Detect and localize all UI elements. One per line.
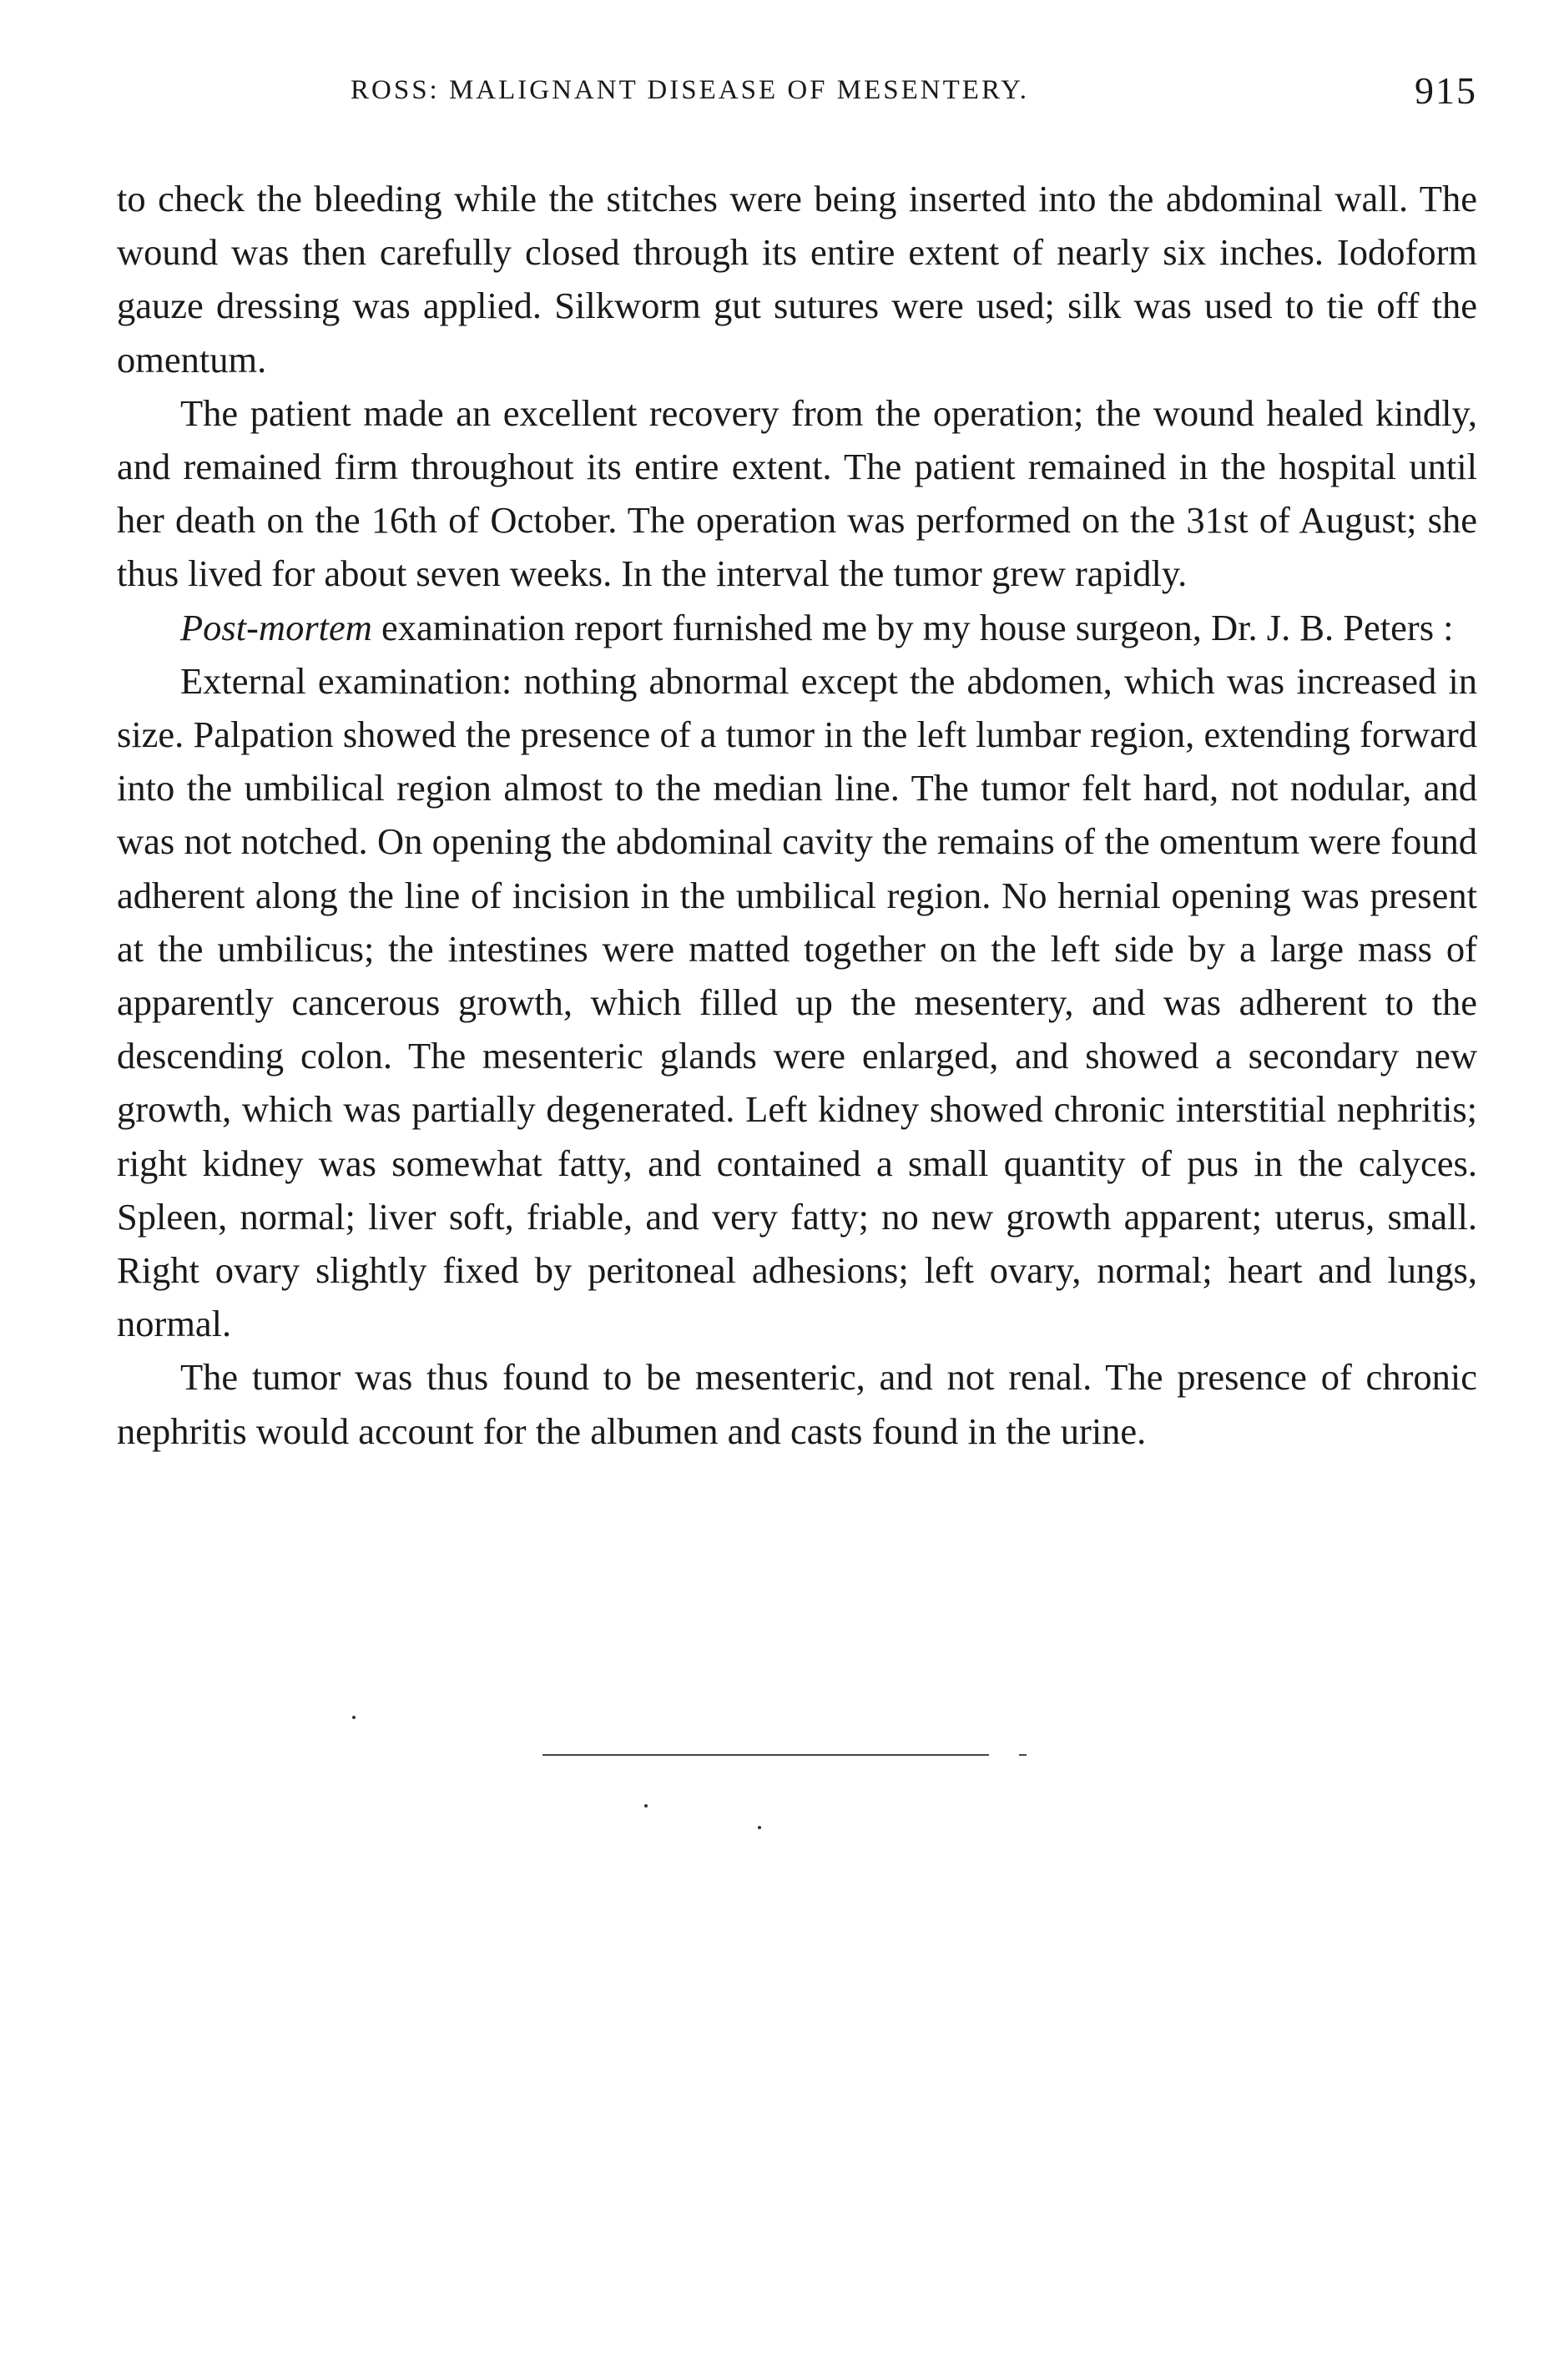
book-page [117,67,1477,1458]
paragraph-continued: to check the bleeding while the stitches were being inserted into the abdominal wall. The wound was then carefully closed through its entire extent of nearly six inches. Iodoform gauze dressing was applied. Silkworm gut sutures were used; silk was used to tie off the omentum. [117,178,1477,381]
print-speck [644,1804,648,1808]
rule-gap [989,1754,1019,1756]
page-number: 915 [1415,69,1477,112]
section-end-rule [542,1754,1027,1756]
print-speck [352,1716,356,1719]
running-title: ROSS: MALIGNANT DISEASE OF MESENTERY. [351,75,1029,105]
paragraph-examination: External examination: nothing abnormal except the abdomen, which was increased in size. Palpation showed the presence of a tumor in the left lumbar region, extending forward into the umbilical region almost to the median line. The tumor felt hard, not nodular, and was not notched. On opening the abdominal cavity the remains of the omentum were found adherent along the line of incision in the umbilical region. No hernial opening was present at the umbilicus; the intestines were matted together on the left side by a large mass of apparently cancerous growth, which filled up the mesentery, and was adherent to the descending colon. The mesenteric glands were enlarged, and showed a secondary new growth, which was partially degenerated. Left kidney showed chronic interstitial nephritis; right kidney was somewhat fatty, and contained a small quantity of pus in the calyces. Spleen, normal; liver soft, friable, and very fatty; no new growth apparent; uterus, small. Right ovary slightly fixed by peritoneal adhesions; left ovary, normal; heart and lungs, normal. [117,659,1477,1345]
body-text [117,172,1477,1458]
paragraph-post-mortem-intro [117,601,1477,654]
post-mortem-emphasis: Post-mortem [180,606,372,648]
running-head [117,67,1477,125]
post-mortem-intro-text: examination report furnished me by my house surgeon, Dr. J. B. Peters : [371,606,1454,648]
paragraph-conclusion: The tumor was thus found to be mesenteric, and not renal. The presence of chronic nephritis would account for the albumen and casts found in the urine. [117,1356,1477,1452]
paragraph-recovery: The patient made an excellent recovery from the operation; the wound healed kindly, and remained firm throughout its entire extent. The patient remained in the hospital until her death on the 16th of October. The operation was performed on the 31st of August; she thus lived for about seven weeks. In the interval the tumor grew rapidly. [117,391,1477,595]
print-speck [758,1826,761,1829]
